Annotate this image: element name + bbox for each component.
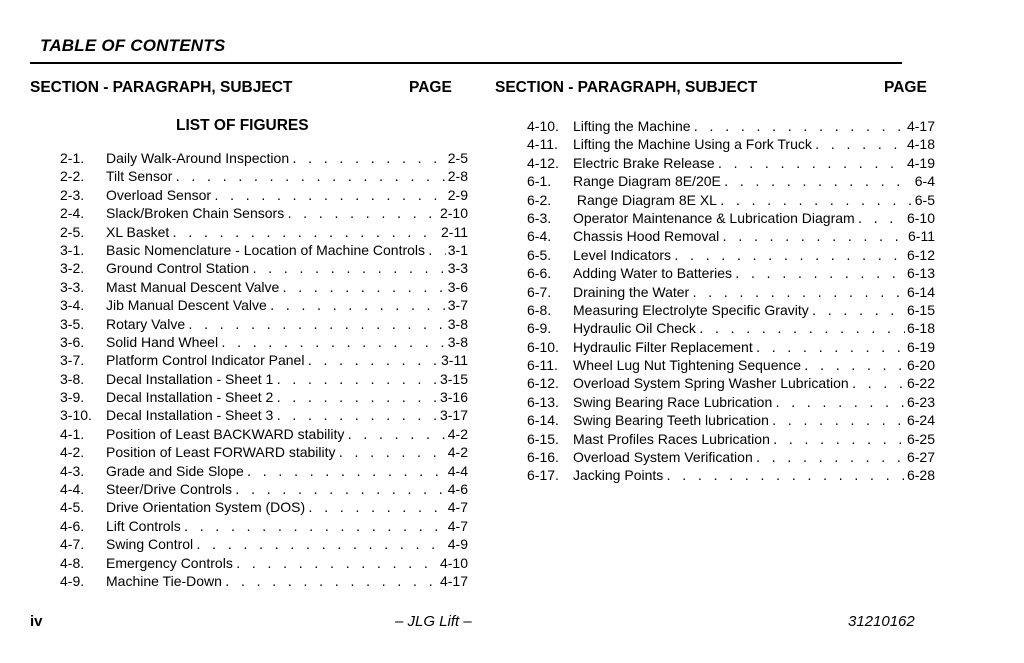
figure-number: 3-3. — [60, 278, 85, 295]
dot-leader — [275, 372, 438, 390]
figure-entry[interactable] — [60, 333, 468, 351]
figure-number: 4-9. — [60, 572, 85, 589]
figure-entry[interactable] — [60, 554, 468, 572]
figure-page: 4-17 — [906, 118, 935, 134]
figure-entry[interactable] — [527, 338, 935, 356]
dot-leader — [723, 174, 913, 192]
figure-number: 6-6. — [527, 265, 552, 282]
figure-entry[interactable] — [60, 241, 468, 259]
figure-number: 4-6. — [60, 517, 85, 534]
dot-leader — [717, 156, 905, 174]
figure-page: 2-8 — [447, 168, 468, 185]
figure-entry[interactable] — [60, 186, 468, 204]
figure-subject: Overload System Spring Washer Lubrication — [573, 375, 849, 392]
dot-leader — [755, 450, 905, 468]
figure-page: 6-4 — [914, 173, 935, 190]
figure-entry[interactable] — [60, 204, 468, 222]
header-rule — [30, 62, 902, 64]
figure-number: 4-11. — [527, 136, 558, 153]
figure-number: 2-5. — [60, 223, 85, 240]
figure-number: 3-2. — [60, 260, 85, 277]
figure-subject: Emergency Controls — [106, 554, 233, 571]
figure-subject: Lifting the Machine Using a Fork Truck — [573, 136, 812, 153]
figure-page: 3-17 — [439, 407, 468, 424]
left-page-heading: PAGE — [409, 79, 452, 96]
figure-entry[interactable] — [60, 462, 468, 480]
figure-subject: Solid Hand Wheel — [106, 333, 219, 350]
figure-page: 3-3 — [447, 260, 468, 277]
figure-subject: Range Diagram 8E/20E — [573, 173, 721, 190]
figure-number: 6-15. — [527, 430, 559, 447]
figure-page: 3-6 — [447, 278, 468, 295]
figure-entry[interactable] — [60, 443, 468, 461]
figure-entry[interactable] — [527, 393, 935, 411]
dot-leader — [338, 445, 446, 463]
figure-subject: Mast Manual Descent Valve — [106, 278, 280, 295]
figure-entry[interactable] — [527, 246, 935, 264]
figure-page: 4-17 — [439, 572, 468, 589]
figure-entry[interactable] — [60, 425, 468, 443]
figure-subject: Measuring Electrolyte Specific Gravity — [573, 301, 809, 318]
figure-number: 6-3. — [527, 209, 552, 226]
footer-brand: – JLG Lift – — [395, 613, 472, 630]
dot-leader — [275, 390, 438, 408]
figure-entry[interactable] — [527, 466, 935, 484]
figure-entry[interactable] — [527, 356, 935, 374]
figure-page: 6-28 — [906, 467, 935, 484]
dot-leader — [183, 519, 446, 537]
figure-number: 3-8. — [60, 370, 85, 387]
figure-entry[interactable] — [527, 430, 935, 448]
figure-subject: XL Basket — [106, 223, 170, 240]
figure-number: 6-10. — [527, 338, 559, 355]
figure-subject: Position of Least BACKWARD stability — [106, 425, 345, 442]
figure-page: 3-1 — [447, 241, 468, 258]
figure-page: 4-19 — [906, 154, 935, 171]
figure-number: 2-1. — [60, 150, 85, 166]
figure-page: 6-18 — [906, 320, 935, 337]
dot-leader — [734, 266, 905, 284]
right-figure-list — [527, 117, 935, 485]
figure-entry[interactable] — [60, 259, 468, 277]
figure-page: 4-2 — [447, 444, 468, 461]
figure-subject: Overload Sensor — [106, 186, 212, 203]
page-title: TABLE OF CONTENTS — [40, 36, 226, 55]
figure-subject: Position of Least FORWARD stability — [106, 444, 336, 461]
figure-subject: Wheel Lug Nut Tightening Sequence — [573, 357, 802, 374]
figure-subject: Machine Tie-Down — [106, 572, 222, 589]
figure-subject: Lift Controls — [106, 517, 181, 534]
figure-entry[interactable] — [60, 351, 468, 369]
figure-entry[interactable] — [60, 535, 468, 553]
figure-number: 4-10. — [527, 118, 559, 134]
figure-number: 4-1. — [60, 425, 85, 442]
figure-entry[interactable] — [527, 117, 935, 135]
dot-leader — [665, 468, 905, 486]
figure-subject: Platform Control Indicator Panel — [106, 352, 305, 369]
figure-entry[interactable] — [60, 315, 468, 333]
figure-page: 6-19 — [906, 338, 935, 355]
figure-subject: Swing Bearing Race Lubrication — [573, 393, 773, 410]
figure-number: 4-12. — [527, 154, 559, 171]
figure-entry[interactable] — [527, 191, 935, 209]
figure-entry[interactable] — [60, 223, 468, 241]
figure-subject: Operator Maintenance & Lubrication Diagram — [573, 209, 855, 226]
figure-subject: Basic Nomenclature - Location of Machine Controls — [106, 241, 426, 258]
figure-entry[interactable] — [60, 517, 468, 535]
figure-number: 3-5. — [60, 315, 85, 332]
figure-subject: Mast Profiles Races Lubrication — [573, 430, 770, 447]
figure-subject: Decal Installation - Sheet 1 — [106, 370, 274, 387]
figure-page: 6-27 — [906, 449, 935, 466]
figure-number: 6-16. — [527, 449, 559, 466]
figure-entry[interactable] — [60, 572, 468, 590]
figure-subject: Jacking Points — [573, 467, 664, 484]
figure-number: 4-5. — [60, 499, 85, 516]
figure-number: 3-9. — [60, 389, 85, 406]
figure-entry[interactable] — [527, 135, 935, 153]
figure-page: 6-15 — [906, 301, 935, 318]
document-number: 31210162 — [848, 613, 915, 630]
figure-entry[interactable] — [60, 167, 468, 185]
figure-entry[interactable] — [527, 301, 935, 319]
figure-subject: Slack/Broken Chain Sensors — [106, 205, 285, 222]
figure-subject: Hydraulic Filter Replacement — [573, 338, 753, 355]
figure-page: 3-15 — [439, 370, 468, 387]
figure-subject: Swing Control — [106, 536, 194, 553]
dot-leader — [224, 574, 438, 592]
figure-entry[interactable] — [527, 448, 935, 466]
figure-subject: Level Indicators — [573, 246, 672, 263]
figure-number: 6-4. — [527, 228, 552, 245]
dot-leader — [814, 137, 905, 155]
figure-page: 3-8 — [447, 333, 468, 350]
figure-page: 6-12 — [906, 246, 935, 263]
figure-entry[interactable] — [60, 149, 468, 167]
dot-leader — [851, 376, 905, 394]
figure-entry[interactable] — [527, 227, 935, 245]
figure-number: 6-5. — [527, 246, 552, 263]
figure-page: 4-4 — [447, 462, 468, 479]
figure-page: 2-10 — [439, 205, 468, 222]
dot-leader — [427, 243, 446, 261]
dot-leader — [235, 556, 438, 574]
dot-leader — [286, 206, 438, 224]
dot-leader — [774, 395, 905, 413]
figure-number: 2-2. — [60, 168, 85, 185]
figure-number: 4-8. — [60, 554, 85, 571]
figure-page: 6-14 — [906, 283, 935, 300]
figure-subject: Grade and Side Slope — [106, 462, 244, 479]
figure-page: 4-7 — [447, 517, 468, 534]
figure-subject: Overload System Verification — [573, 449, 753, 466]
figure-number: 6-12. — [527, 375, 559, 392]
figure-subject: Jib Manual Descent Valve — [106, 297, 267, 314]
figure-page: 6-11 — [908, 228, 935, 245]
figure-entry[interactable] — [527, 411, 935, 429]
dot-leader — [771, 413, 905, 431]
figure-number: 6-13. — [527, 393, 559, 410]
figure-number: 3-10. — [60, 407, 92, 424]
dot-leader — [174, 169, 445, 187]
figure-subject: Adding Water to Batteries — [573, 265, 733, 282]
left-figure-list — [60, 149, 468, 590]
figure-subject: Decal Installation - Sheet 3 — [106, 407, 274, 424]
figure-entry[interactable] — [60, 480, 468, 498]
figure-page: 4-7 — [447, 499, 468, 516]
figure-subject: Lifting the Machine — [573, 118, 691, 134]
figure-entry[interactable] — [527, 209, 935, 227]
figure-subject: Electric Brake Release — [573, 154, 715, 171]
figure-page: 6-10 — [906, 209, 935, 226]
figure-subject: Drive Orientation System (DOS) — [106, 499, 306, 516]
figure-number: 6-17. — [527, 467, 559, 484]
figure-page: 4-2 — [447, 425, 468, 442]
figure-number: 6-9. — [527, 320, 552, 337]
figure-subject: Ground Control Station — [106, 260, 250, 277]
figure-subject: Rotary Valve — [106, 315, 186, 332]
dot-leader — [772, 432, 905, 450]
figure-page: 4-6 — [447, 481, 468, 498]
figure-entry[interactable] — [527, 319, 935, 337]
figure-number: 6-14. — [527, 412, 559, 429]
figure-subject: Range Diagram 8E XL — [573, 191, 717, 208]
figure-page: 2-5 — [447, 150, 468, 166]
figure-entry[interactable] — [527, 374, 935, 392]
left-column-heading: SECTION - PARAGRAPH, SUBJECT — [30, 79, 293, 96]
dot-leader — [306, 353, 439, 371]
dot-leader — [187, 317, 446, 335]
figure-entry[interactable] — [60, 278, 468, 296]
figure-number: 2-3. — [60, 186, 85, 203]
figure-page: 6-13 — [906, 265, 935, 282]
figure-page: 4-9 — [447, 536, 468, 553]
figure-number: 6-1. — [527, 173, 552, 190]
figure-number: 4-7. — [60, 536, 85, 553]
dot-leader — [269, 298, 446, 316]
figure-number: 4-4. — [60, 481, 85, 498]
figure-number: 3-7. — [60, 352, 85, 369]
figure-subject: Daily Walk-Around Inspection — [106, 150, 290, 166]
figure-number: 4-3. — [60, 462, 85, 479]
figure-number: 6-2. — [527, 191, 552, 208]
figure-subject: Swing Bearing Teeth lubrication — [573, 412, 769, 429]
right-column-heading: SECTION - PARAGRAPH, SUBJECT — [495, 79, 758, 96]
figure-entry[interactable] — [60, 296, 468, 314]
figure-number: 2-4. — [60, 205, 85, 222]
figure-entry[interactable] — [60, 498, 468, 516]
figure-page: 2-9 — [447, 186, 468, 203]
figure-page: 6-25 — [906, 430, 935, 447]
dot-leader — [346, 427, 445, 445]
figure-number: 3-6. — [60, 333, 85, 350]
figure-subject: Tilt Sensor — [106, 168, 173, 185]
dot-leader — [857, 211, 905, 229]
figure-number: 3-1. — [60, 241, 85, 258]
figure-subject: Chassis Hood Removal — [573, 228, 720, 245]
figure-number: 3-4. — [60, 297, 85, 314]
figure-entry[interactable] — [527, 154, 935, 172]
figure-entry[interactable] — [527, 283, 935, 301]
figure-subject: Decal Installation - Sheet 2 — [106, 389, 274, 406]
figure-page: 6-23 — [906, 393, 935, 410]
dot-leader — [721, 229, 906, 247]
dot-leader — [307, 500, 446, 518]
figure-page: 6-22 — [906, 375, 935, 392]
list-of-figures-title: LIST OF FIGURES — [176, 117, 309, 134]
figure-page: 3-7 — [447, 297, 468, 314]
figure-page: 4-18 — [906, 136, 935, 153]
dot-leader — [811, 303, 905, 321]
figure-number: 6-11. — [527, 357, 558, 374]
figure-entry[interactable] — [527, 172, 935, 190]
figure-page: 2-11 — [441, 223, 468, 240]
figure-entry[interactable] — [60, 406, 468, 424]
figure-page: 4-10 — [439, 554, 468, 571]
figure-subject: Steer/Drive Controls — [106, 481, 233, 498]
figure-number: 6-8. — [527, 301, 552, 318]
figure-subject: Draining the Water — [573, 283, 690, 300]
page-number: iv — [30, 613, 43, 630]
right-page-heading: PAGE — [884, 79, 927, 96]
figure-page: 3-16 — [439, 389, 468, 406]
figure-page: 6-20 — [906, 357, 935, 374]
figure-entry[interactable] — [60, 370, 468, 388]
dot-leader — [246, 464, 446, 482]
figure-page: 6-24 — [906, 412, 935, 429]
figure-subject: Hydraulic Oil Check — [573, 320, 696, 337]
figure-page: 3-11 — [441, 352, 468, 369]
figure-entry[interactable] — [527, 264, 935, 282]
dot-leader — [291, 151, 446, 169]
dot-leader — [281, 280, 446, 298]
figure-page: 3-8 — [447, 315, 468, 332]
figure-page: 6-5 — [914, 191, 935, 208]
figure-number: 4-2. — [60, 444, 85, 461]
figure-entry[interactable] — [60, 388, 468, 406]
figure-number: 6-7. — [527, 283, 552, 300]
